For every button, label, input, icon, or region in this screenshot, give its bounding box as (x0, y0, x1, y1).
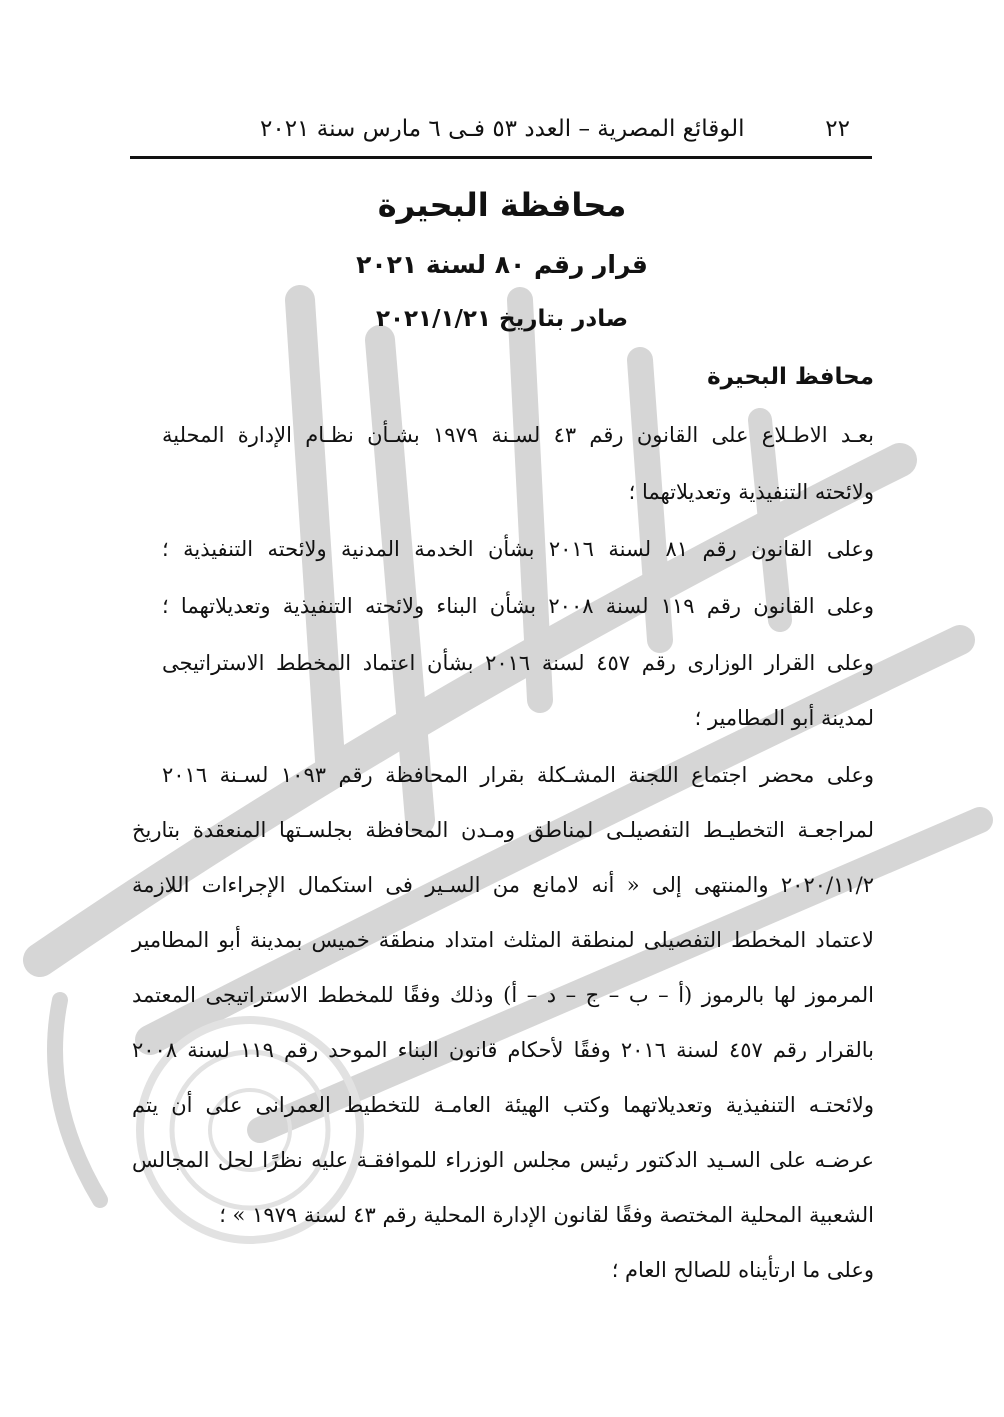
body-line: لاعتماد المخطط التفصيلى لمنطقة المثلث امتداد منطقة خميس بمدينة أبو المطامير (132, 928, 874, 952)
body-line: ولائحته التنفيذية وتعديلاتهما ؛ (628, 480, 874, 504)
body-line: الشعبية المحلية المختصة وفقًا لقانون الإدارة المحلية رقم ٤٣ لسنة ١٩٧٩ » ؛ (219, 1203, 874, 1227)
body-line: ٢٠٢٠/١١/٢ والمنتهى إلى « أنه لامانع من السـير فى استكمال الإجراءات اللازمة (132, 873, 874, 897)
body-line: وعلى ما ارتأيناه للصالح العام ؛ (611, 1258, 874, 1282)
page-number: ٢٢ (825, 116, 850, 142)
body-line: بعـد الاطـلاع على القانون رقم ٤٣ لسـنة ١٩٧٩ بشـأن نظـام الإدارة المحلية (162, 423, 874, 447)
body-line: وعلى القرار الوزارى رقم ٤٥٧ لسنة ٢٠١٦ بشأن اعتماد المخطط الاستراتيجى (162, 651, 874, 675)
body-line: لمراجعـة التخطيـط التفصيلـى لمناطق ومـدن المحافظة بجلسـتها المنعقدة بتاريخ (132, 818, 874, 842)
body-line: المرموز لها بالرموز (أ – ب – ج – د – أ) وذلك وفقًا للمخطط الاستراتيجى المعتمد (132, 983, 874, 1007)
page-header (130, 112, 872, 159)
body-line: وعلى القانون رقم ١١٩ لسنة ٢٠٠٨ بشأن البناء ولائحته التنفيذية وتعديلاتهما ؛ (162, 594, 874, 618)
body-line: بالقرار رقم ٤٥٧ لسنة ٢٠١٦ وفقًا لأحكام قانون البناء الموحد رقم ١١٩ لسنة ٢٠٠٨ (132, 1038, 874, 1062)
gazette-issue: الوقائع المصرية – العدد ٥٣ فـى ٦ مارس سنة ٢٠٢١ (260, 116, 745, 142)
body-line: وعلى محضر اجتماع اللجنة المشـكلة بقرار المحافظة رقم ١٠٩٣ لسـنة ٢٠١٦ (162, 763, 875, 787)
body-line: عرضـه على السـيد الدكتور رئيس مجلس الوزراء للموافقـة عليه نظرًا لحل المجالس (132, 1148, 874, 1172)
decree-number: قرار رقم ٨٠ لسنة ٢٠٢١ (356, 250, 648, 279)
body-line: لمدينة أبو المطامير ؛ (694, 706, 874, 730)
decree-date: صادر بتاريخ ٢٠٢١/١/٢١ (375, 306, 629, 332)
body-line: وعلى القانون رقم ٨١ لسنة ٢٠١٦ بشأن الخدمة المدنية ولائحته التنفيذية ؛ (162, 537, 874, 561)
governor-heading: محافظ البحيرة (707, 364, 874, 390)
governorate-title: محافظة البحيرة (377, 186, 627, 224)
body-line: ولائحتـه التنفيذية وتعديلاتهما وكتب الهيئة العامـة للتخطيط العمرانى على أن يتم (132, 1093, 874, 1117)
